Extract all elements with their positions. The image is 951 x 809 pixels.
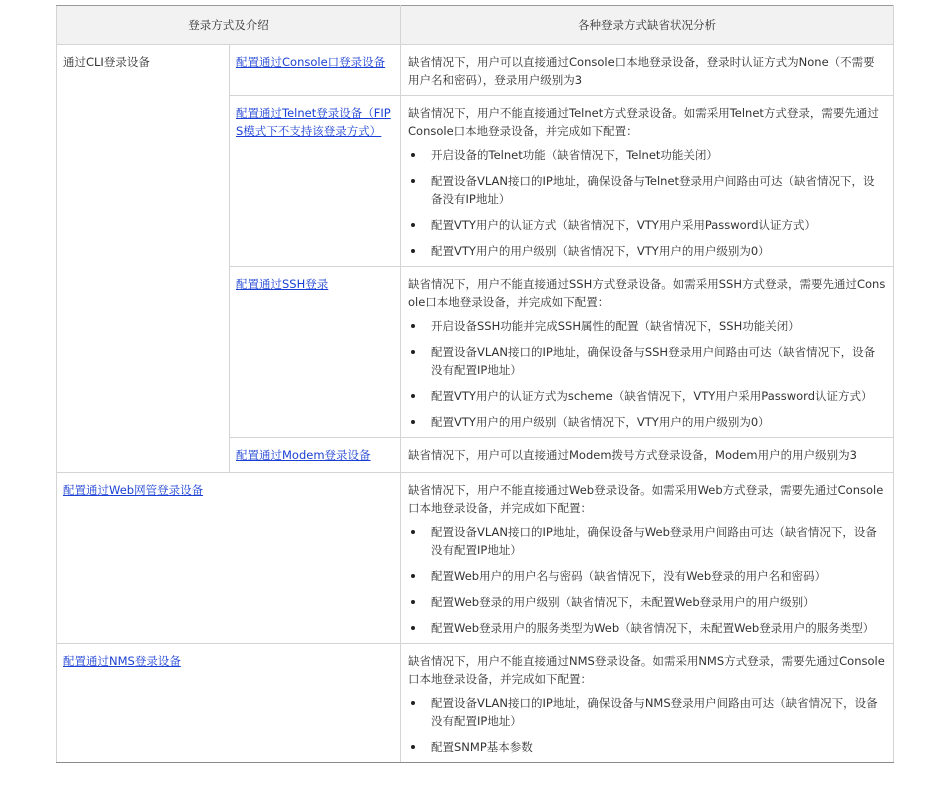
table-header-row [57,6,894,45]
nms-steps-list [408,694,886,756]
console-login-link[interactable]: 配置通过Console口登录设备 [236,55,386,69]
table-cell [401,267,894,438]
telnet-desc: 缺省情况下，用户不能直接通过Telnet方式登录设备。如需采用Telnet方式登录，需要先通过Console口本地登录设备，并完成如下配置： [408,106,879,138]
bullet-icon [411,394,415,398]
table-cell [401,45,894,96]
table-row [57,45,894,96]
table-row [57,644,894,763]
bullet-icon [411,574,415,578]
table-cell [57,473,401,644]
bullet-icon [411,701,415,705]
list-item: 开启设备SSH功能并完成SSH属性的配置（缺省情况下，SSH功能关闭） [408,317,886,335]
list-item: 配置VTY用户的认证方式（缺省情况下，VTY用户采用Password认证方式） [408,216,886,234]
list-item: 配置Web用户的用户名与密码（缺省情况下，没有Web登录的用户名和密码） [408,567,886,585]
web-desc: 缺省情况下，用户不能直接通过Web登录设备。如需采用Web方式登录，需要先通过Console口本地登录设备，并完成如下配置： [408,483,884,515]
bullet-icon [411,530,415,534]
list-item: 配置Web登录用户的服务类型为Web（缺省情况下，未配置Web登录用户的服务类型） [408,619,886,637]
bullet-icon [411,153,415,157]
bullet-icon [411,223,415,227]
ssh-steps-list [408,317,886,431]
list-item: 配置VTY用户的用户级别（缺省情况下，VTY用户的用户级别为0） [408,413,886,431]
header-default-analysis: 各种登录方式缺省状况分析 [401,6,894,45]
bullet-icon [411,249,415,253]
list-item: 配置设备VLAN接口的IP地址，确保设备与Telnet登录用户间路由可达（缺省情况下，设备没有IP地址） [408,172,886,208]
bullet-icon [411,350,415,354]
list-item: 配置VTY用户的用户级别（缺省情况下，VTY用户的用户级别为0） [408,242,886,260]
header-login-method: 登录方式及介绍 [57,6,401,45]
table-cell [57,644,401,763]
table-cell [401,644,894,763]
web-login-link[interactable]: 配置通过Web网管登录设备 [63,483,204,497]
table-cell [401,438,894,473]
list-item: 配置VTY用户的认证方式为scheme（缺省情况下，VTY用户采用Password认证方式） [408,387,886,405]
list-item: 配置Web登录的用户级别（缺省情况下，未配置Web登录用户的用户级别） [408,593,886,611]
table-cell [230,96,401,267]
console-desc: 缺省情况下，用户可以直接通过Console口本地登录设备，登录时认证方式为None（不需要用户名和密码），登录用户级别为3 [408,55,875,87]
telnet-steps-list [408,146,886,260]
table-cell [230,438,401,473]
table-cell [401,473,894,644]
modem-login-link[interactable]: 配置通过Modem登录设备 [236,448,371,462]
list-item: 配置设备VLAN接口的IP地址，确保设备与SSH登录用户间路由可达（缺省情况下，设备没有配置IP地址） [408,343,886,379]
list-item: 开启设备的Telnet功能（缺省情况下，Telnet功能关闭） [408,146,886,164]
list-item: 配置设备VLAN接口的IP地址，确保设备与Web登录用户间路由可达（缺省情况下，设备没有配置IP地址） [408,523,886,559]
web-steps-list [408,523,886,637]
ssh-login-link[interactable]: 配置通过SSH登录 [236,277,329,291]
table-cell [230,267,401,438]
bullet-icon [411,420,415,424]
table-cell [401,96,894,267]
modem-desc: 缺省情况下，用户可以直接通过Modem拨号方式登录设备，Modem用户的用户级别为3 [408,448,857,462]
login-methods-table [56,5,894,763]
nms-login-link[interactable]: 配置通过NMS登录设备 [63,654,181,668]
bullet-icon [411,179,415,183]
bullet-icon [411,626,415,630]
bullet-icon [411,324,415,328]
bullet-icon [411,745,415,749]
list-item: 配置设备VLAN接口的IP地址，确保设备与NMS登录用户间路由可达（缺省情况下，设备没有配置IP地址） [408,694,886,730]
nms-desc: 缺省情况下，用户不能直接通过NMS登录设备。如需采用NMS方式登录，需要先通过Console口本地登录设备，并完成如下配置： [408,654,885,686]
list-item: 配置SNMP基本参数 [408,738,886,756]
bullet-icon [411,600,415,604]
ssh-desc: 缺省情况下，用户不能直接通过SSH方式登录设备。如需采用SSH方式登录，需要先通过Console口本地登录设备，并完成如下配置： [408,277,886,309]
cli-group-label: 通过CLI登录设备 [57,45,230,473]
table-row [57,473,894,644]
telnet-login-link[interactable]: 配置通过Telnet登录设备（FIPS模式下不支持该登录方式） [236,106,391,138]
table-cell [230,45,401,96]
